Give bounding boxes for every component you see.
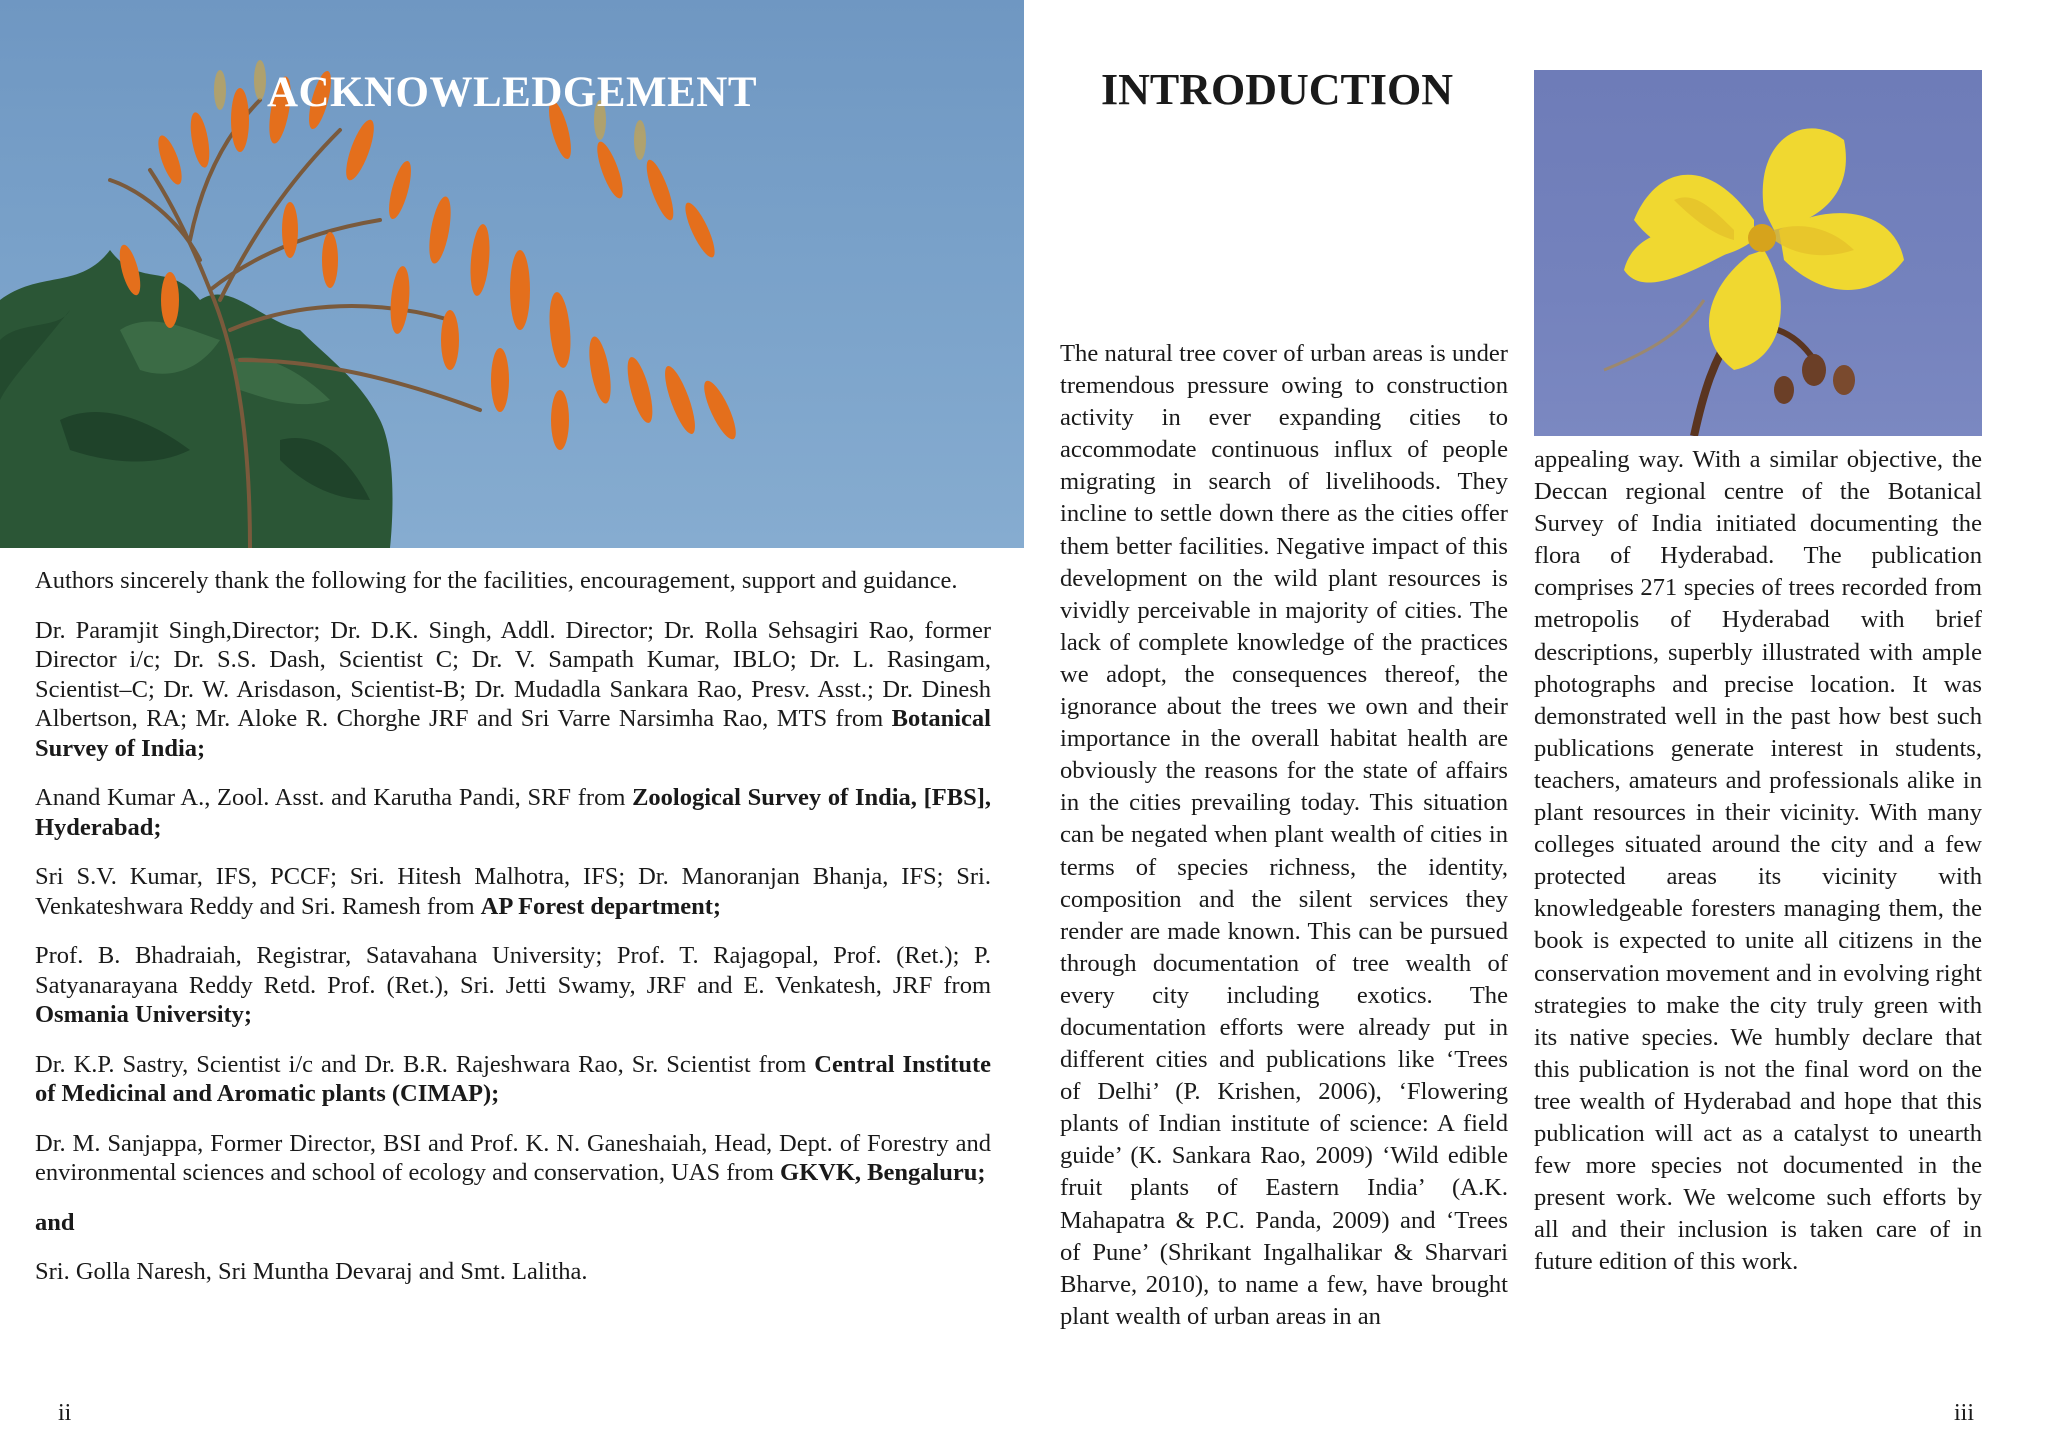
entry-organization: Botanical Survey of India; <box>35 705 991 762</box>
entry-organization: AP Forest department; <box>480 892 722 920</box>
entry-text: Prof. B. Bhadraiah, Registrar, Satavahana University; Prof. T. Rajagopal, Prof. (Ret.); P. Satyanarayana Reddy Retd. Prof. (Ret.), Sri. Jetti Swamy, JRF and E. Venkatesh, JRF from <box>35 942 991 999</box>
right-page <box>1024 0 2048 1448</box>
acknowledgement-entry <box>35 941 991 1030</box>
acknowledgement-title: ACKNOWLEDGEMENT <box>266 69 758 116</box>
entry-text: Dr. K.P. Sastry, Scientist i/c and Dr. B.R. Rajeshwara Rao, Sr. Scientist from <box>35 1050 815 1078</box>
introduction-column-1: The natural tree cover of urban areas is under tremendous pressure owing to construction activity in ever expanding cities to accommodate continuous influx of people migrating in search of livelihoods. They incline to settle down there as the cities offer them better facilities. Negative impact of this development on the wild plant resources is vividly perceivable in majority of cities. The lack of complete knowledge of the practices we adopt, the consequences thereof, the ignorance about the trees we own and their importance in the overall habitat health are obviously the reasons for the state of affairs in the cities prevailing today. This situation can be negated when plant wealth of cities in terms of species richness, the identity, composition and the silent services they render are made known. This can be pursued through documentation of tree wealth of every city including exotics. The documentation efforts were already put in different cities and publications like ‘Trees of Delhi’ (P. Krishen, 2006), ‘Flowering plants of Indian institute of science: A field guide’ (K. Sankara Rao, 2009) ‘Wild edible fruit plants of Eastern India’ (A.K. Mahapatra & P.C. Panda, 2009) and ‘Trees of Pune’ (Shrikant Ingalhalikar & Sharvari Bharve, 2010), to name a few, have brought plant wealth of urban areas in an <box>1060 340 1508 1330</box>
yellow-flower-photo <box>1534 70 1982 436</box>
entry-text: Dr. Paramjit Singh,Director; Dr. D.K. Singh, Addl. Director; Dr. Rolla Sehsagiri Rao, former Director i/c; Dr. S.S. Dash, Scientist C; Dr. V. Sampath Kumar, IBLO; Dr. L. Rasingam, Scientist–C; Dr. W. Arisdason, Scientist-B; Dr. Mudadla Sankara Rao, Presv. Asst.; Dr. Dinesh Albertson, RA; Mr. Aloke R. Chorghe JRF and Sri Varre Narsimha Rao, MTS from <box>35 616 991 732</box>
acknowledgement-entry <box>35 862 991 921</box>
acknowledgement-body <box>35 566 991 1307</box>
acknowledgement-entry <box>35 1129 991 1188</box>
introduction-title: INTRODUCTION <box>1100 65 1454 114</box>
entry-organization: Central Institute of Medicinal and Aromatic plants (CIMAP); <box>35 1050 991 1107</box>
flowering-tree-photo <box>0 0 1024 548</box>
acknowledgement-entry <box>35 616 991 764</box>
and-label: and <box>35 1208 75 1236</box>
yellow-flower-illustration <box>1534 70 1982 436</box>
entry-text: Dr. M. Sanjappa, Former Director, BSI and Prof. K. N. Ganeshaiah, Head, Dept. of Forestry and environmental sciences and school of ecology and conservation, UAS from <box>35 1129 991 1186</box>
page-number-left: ii <box>58 1400 72 1426</box>
entry-organization: Osmania University; <box>35 1001 253 1028</box>
acknowledgement-entry <box>35 783 991 842</box>
acknowledgement-final: Sri. Golla Naresh, Sri Muntha Devaraj and Smt. Lalitha. <box>35 1258 588 1285</box>
entry-organization: Zoological Survey of India, [FBS], Hyderabad; <box>35 784 991 841</box>
entry-text: Sri S.V. Kumar, IFS, PCCF; Sri. Hitesh Malhotra, IFS; Dr. Manoranjan Bhanja, IFS; Sri. Venkateshwara Reddy and Sri. Ramesh from <box>35 863 991 920</box>
introduction-column-2: appealing way. With a similar objective, the Deccan regional centre of the Botanical Survey of India initiated documenting the flora of Hyderabad. The publication comprises 271 species of trees recorded from metropolis of Hyderabad with brief descriptions, superbly illustrated with ample photographs and precise location. It was demonstrated well in the past how best such publications generate interest in students, teachers, amateurs and professionals alike in plant resources in their vicinity. With many colleges situated around the city and a few protected areas its vicinity with knowledgeable foresters managing them, the book is expected to unite all citizens in the conservation movement and in evolving right strategies to make the city truly green with its native species. We humbly declare that this publication is not the final word on the tree wealth of Hyderabad and hope that this publication will act as a catalyst to unearth few more species not documented in the present work. We welcome such efforts by all and their inclusion is taken care of in future edition of this work. <box>1534 446 1982 1276</box>
acknowledgement-intro: Authors sincerely thank the following for the facilities, encouragement, support and guidance. <box>35 567 958 594</box>
entry-text: Anand Kumar A., Zool. Asst. and Karutha Pandi, SRF from <box>35 784 633 811</box>
acknowledgement-entry <box>35 1050 991 1109</box>
page-number-right: iii <box>1954 1400 1975 1426</box>
entry-organization: GKVK, Bengaluru; <box>780 1159 986 1186</box>
